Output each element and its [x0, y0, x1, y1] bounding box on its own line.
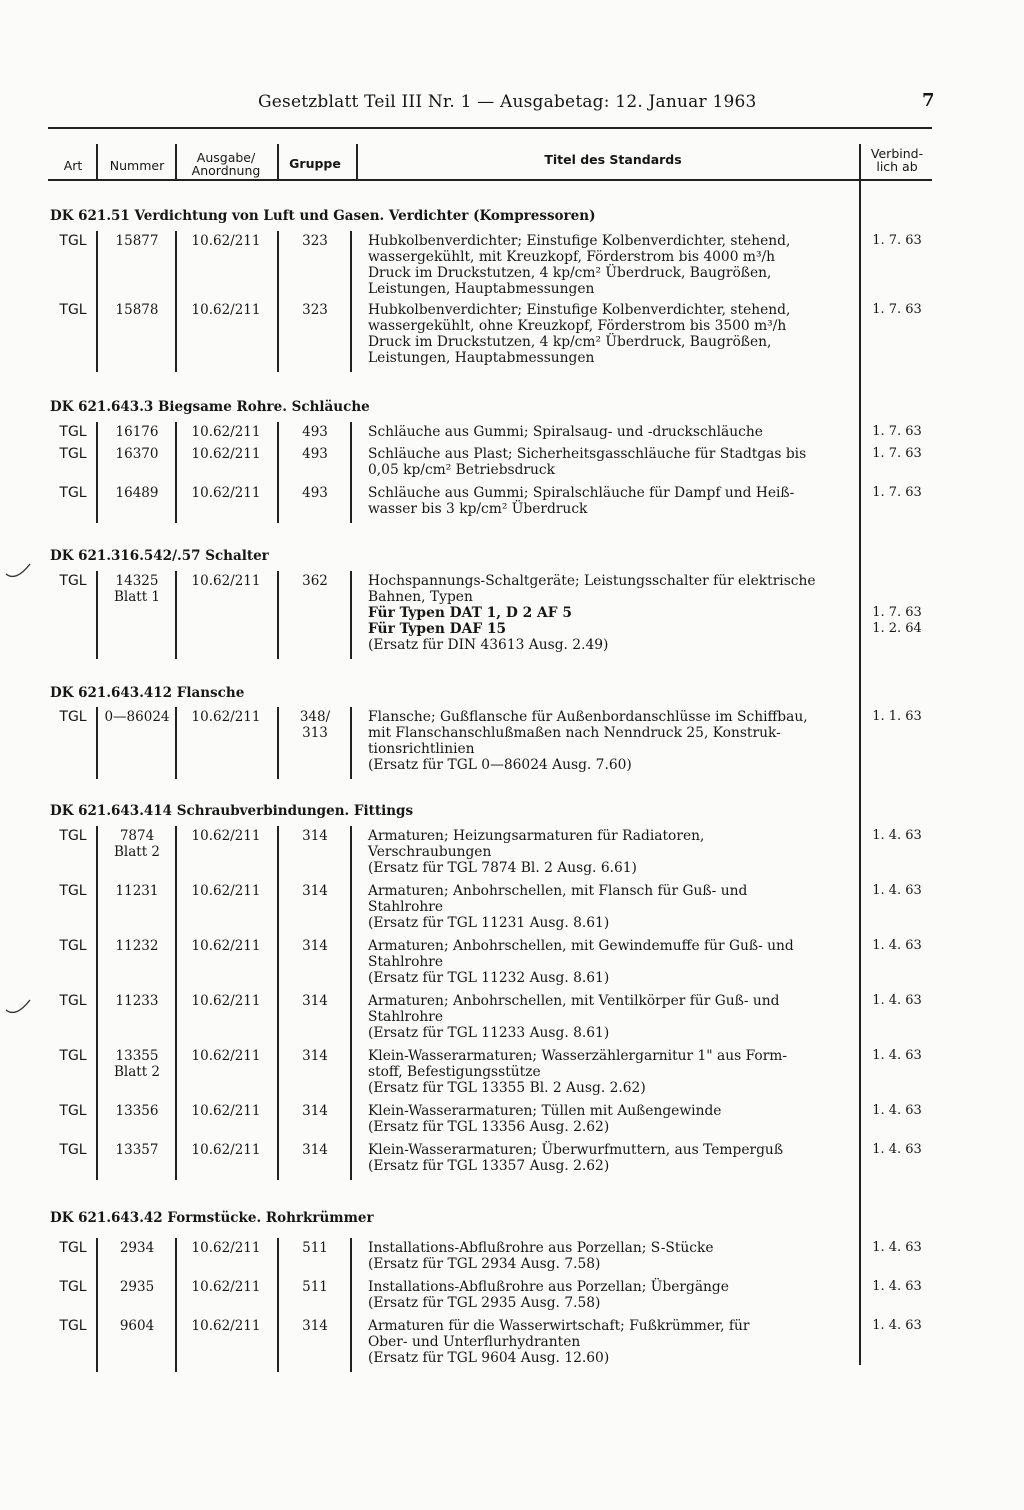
header-rule-bottom: [48, 179, 932, 181]
gruppe-line: 314: [302, 1048, 328, 1064]
title-line: Schläuche aus Plast; Sicherheitsgasschläuche für Stadtgas bis: [368, 446, 807, 462]
standard-title: [368, 828, 858, 876]
ausgabe-cell: 10.62/211: [191, 446, 261, 462]
title-line: (Ersatz für TGL 13357 Ausg. 2.62): [368, 1158, 610, 1174]
verbindlich-line: 1. 2. 64: [872, 621, 922, 636]
section-heading: DK 621.316.542/.57 Schalter: [50, 548, 269, 564]
col-header-verbindlich-line1: Verbind-: [870, 146, 924, 161]
ausgabe-cell: 10.62/211: [191, 1048, 261, 1064]
gruppe-line: 493: [302, 424, 328, 440]
nummer-line: 13357: [115, 1142, 159, 1158]
title-line: Armaturen; Heizungsarmaturen für Radiatoren,: [368, 828, 705, 844]
header-divider: [175, 144, 177, 180]
nummer-line: 16489: [115, 485, 159, 501]
verbindlich-line: 1. 4. 63: [872, 883, 922, 898]
title-line: Für Typen DAT 1, D 2 AF 5: [368, 605, 572, 621]
art-cell: TGL: [59, 302, 87, 318]
title-line: Installations-Abflußrohre aus Porzellan; Übergänge: [368, 1279, 729, 1295]
nummer-cell: [100, 424, 174, 440]
nummer-cell: [100, 485, 174, 501]
verbindlich-line: 1. 1. 63: [872, 709, 922, 724]
nummer-line: Blatt 1: [113, 589, 161, 605]
gruppe-cell: [280, 828, 350, 844]
standard-title: [368, 993, 858, 1041]
header-divider: [96, 144, 98, 180]
verbindlich-line: 1. 4. 63: [872, 1318, 922, 1333]
nummer-line: 2934: [119, 1240, 155, 1256]
nummer-cell: [100, 993, 174, 1009]
ausgabe-cell: 10.62/211: [191, 828, 261, 844]
section-heading: DK 621.643.414 Schraubverbindungen. Fittings: [50, 803, 414, 819]
ausgabe-cell: 10.62/211: [191, 993, 261, 1009]
title-line: stoff, Befestigungsstütze: [368, 1064, 541, 1080]
nummer-cell: [100, 1103, 174, 1119]
gruppe-line: 493: [302, 485, 328, 501]
section-heading: DK 621.51 Verdichtung von Luft und Gasen. Verdichter (Kompressoren): [50, 208, 596, 224]
title-line: Klein-Wasserarmaturen; Wasserzählergarnitur 1" aus Form-: [368, 1048, 788, 1064]
verbindlich-cell: [864, 233, 930, 249]
gruppe-cell: [280, 709, 350, 741]
verbindlich-cell: [864, 302, 930, 318]
verbindlich-line: 1. 4. 63: [872, 938, 922, 953]
col-header-verbindlich: [862, 147, 932, 173]
gruppe-cell: [280, 485, 350, 501]
title-line: (Ersatz für TGL 11232 Ausg. 8.61): [368, 970, 610, 986]
nummer-cell: [100, 709, 174, 725]
verbindlich-cell: [864, 828, 930, 844]
col-header-titel: Titel des Standards: [544, 152, 682, 167]
art-cell: TGL: [59, 993, 87, 1009]
col-header-ausgabe: [178, 151, 274, 177]
col-header-art: Art: [63, 158, 83, 173]
gruppe-line: 348/: [299, 709, 331, 725]
art-cell: TGL: [59, 485, 87, 501]
nummer-line: 11233: [115, 993, 159, 1009]
gruppe-cell: [280, 1279, 350, 1295]
standard-title: [368, 1318, 858, 1366]
gruppe-cell: [280, 1240, 350, 1256]
gruppe-line: 511: [302, 1279, 328, 1295]
column-rule: [96, 571, 98, 659]
standard-title: [368, 938, 858, 986]
verbindlich-cell: [864, 993, 930, 1009]
verbindlich-cell: [864, 883, 930, 899]
gruppe-cell: [280, 1142, 350, 1158]
column-rule: [350, 231, 352, 372]
gruppe-line: 314: [302, 993, 328, 1009]
verbindlich-cell: [864, 446, 930, 462]
verbindlich-line: 1. 4. 63: [872, 993, 922, 1008]
gruppe-line: 511: [302, 1240, 328, 1256]
standard-title: [368, 1142, 858, 1174]
column-rule: [277, 422, 279, 523]
header-divider: [859, 144, 861, 180]
title-line: (Ersatz für TGL 7874 Bl. 2 Ausg. 6.61): [368, 860, 637, 876]
title-line: Druck im Druckstutzen, 4 kp/cm² Überdruck, Baugrößen,: [368, 265, 772, 281]
verbindlich-line: 1. 7. 63: [872, 233, 922, 248]
art-cell: TGL: [59, 1048, 87, 1064]
standard-title: [368, 709, 858, 773]
ausgabe-cell: 10.62/211: [191, 1318, 261, 1334]
standard-title: [368, 1240, 858, 1272]
gruppe-line: 323: [302, 233, 328, 249]
title-line: Stahlrohre: [368, 954, 444, 970]
title-line: 0,05 kp/cm² Betriebsdruck: [368, 462, 556, 478]
verbindlich-cell: [864, 709, 930, 725]
nummer-cell: [100, 302, 174, 318]
title-line: mit Flanschanschlußmaßen nach Nenndruck 25, Konstruk-: [368, 725, 781, 741]
column-rule: [175, 231, 177, 372]
verbindlich-line: 1. 7. 63: [872, 446, 922, 461]
ausgabe-cell: 10.62/211: [191, 1103, 261, 1119]
title-line: (Ersatz für TGL 13355 Bl. 2 Ausg. 2.62): [368, 1080, 646, 1096]
nummer-cell: [100, 828, 174, 860]
title-line: Schläuche aus Gummi; Spiralschläuche für Dampf und Heiß-: [368, 485, 795, 501]
column-rule: [175, 707, 177, 779]
title-line: Bahnen, Typen: [368, 589, 473, 605]
title-line: Hubkolbenverdichter; Einstufige Kolbenverdichter, stehend,: [368, 233, 791, 249]
standard-title: [368, 883, 858, 931]
title-line: (Ersatz für TGL 2935 Ausg. 7.58): [368, 1295, 601, 1311]
ausgabe-cell: 10.62/211: [191, 485, 261, 501]
column-rule: [277, 826, 279, 1180]
title-line: Armaturen für die Wasserwirtschaft; Fußkrümmer, für: [368, 1318, 750, 1334]
verbindlich-line: 1. 7. 63: [872, 424, 922, 439]
gruppe-cell: [280, 938, 350, 954]
verbindlich-line: [864, 573, 930, 589]
verbindlich-line: 1. 7. 63: [872, 605, 922, 620]
nummer-line: Blatt 2: [113, 1064, 161, 1080]
title-line: Armaturen; Anbohrschellen, mit Flansch für Guß- und: [368, 883, 748, 899]
art-cell: TGL: [59, 1318, 87, 1334]
gruppe-cell: [280, 883, 350, 899]
title-line: (Ersatz für TGL 9604 Ausg. 12.60): [368, 1350, 610, 1366]
standard-title: [368, 485, 858, 517]
nummer-line: 7874: [119, 828, 155, 844]
title-line: Hubkolbenverdichter; Einstufige Kolbenverdichter, stehend,: [368, 302, 791, 318]
gruppe-cell: [280, 1103, 350, 1119]
margin-tick-mark: [4, 560, 36, 588]
standard-title: [368, 233, 858, 297]
nummer-cell: [100, 883, 174, 899]
title-line: Stahlrohre: [368, 899, 444, 915]
verbindlich-column-rule: [859, 180, 861, 1365]
art-cell: TGL: [59, 938, 87, 954]
header-rule-top: [48, 127, 932, 129]
col-header-gruppe: Gruppe: [289, 156, 341, 171]
column-rule: [277, 231, 279, 372]
verbindlich-cell: [864, 938, 930, 954]
standard-title: [368, 1279, 858, 1311]
title-line: Schläuche aus Gummi; Spiralsaug- und -druckschläuche: [368, 424, 763, 440]
nummer-line: 16370: [115, 446, 159, 462]
title-line: wassergekühlt, mit Kreuzkopf, Förderstrom bis 4000 m³/h: [368, 249, 776, 265]
title-line: (Ersatz für TGL 2934 Ausg. 7.58): [368, 1256, 601, 1272]
nummer-cell: [100, 1279, 174, 1295]
verbindlich-line: 1. 4. 63: [872, 1048, 922, 1063]
title-line: (Ersatz für TGL 11233 Ausg. 8.61): [368, 1025, 610, 1041]
column-rule: [96, 422, 98, 523]
title-line: Verschraubungen: [368, 844, 492, 860]
ausgabe-cell: 10.62/211: [191, 302, 261, 318]
art-cell: TGL: [59, 828, 87, 844]
gruppe-line: 314: [302, 1103, 328, 1119]
gruppe-line: 314: [302, 1142, 328, 1158]
standard-title: [368, 573, 858, 653]
nummer-cell: [100, 1048, 174, 1080]
verbindlich-cell: [864, 1279, 930, 1295]
verbindlich-line: 1. 4. 63: [872, 1103, 922, 1118]
verbindlich-line: 1. 7. 63: [872, 302, 922, 317]
nummer-line: 2935: [119, 1279, 155, 1295]
verbindlich-cell: [864, 485, 930, 501]
ausgabe-cell: 10.62/211: [191, 573, 261, 589]
art-cell: TGL: [59, 424, 87, 440]
title-line: Für Typen DAF 15: [368, 621, 507, 637]
ausgabe-cell: 10.62/211: [191, 883, 261, 899]
standard-title: [368, 1048, 858, 1096]
gruppe-line: 313: [302, 725, 328, 741]
gruppe-line: 323: [302, 302, 328, 318]
title-line: (Ersatz für TGL 11231 Ausg. 8.61): [368, 915, 610, 931]
gruppe-cell: [280, 573, 350, 589]
nummer-line: 11232: [115, 938, 159, 954]
gruppe-cell: [280, 302, 350, 318]
section-heading: DK 621.643.3 Biegsame Rohre. Schläuche: [50, 399, 370, 415]
verbindlich-line: 1. 4. 63: [872, 1142, 922, 1157]
column-rule: [350, 1238, 352, 1372]
title-line: Klein-Wasserarmaturen; Überwurfmuttern, aus Temperguß: [368, 1142, 784, 1158]
column-rule: [96, 231, 98, 372]
column-rule: [175, 826, 177, 1180]
col-header-nummer: Nummer: [109, 158, 165, 173]
title-line: Ober- und Unterflurhydranten: [368, 1334, 581, 1350]
title-line: Leistungen, Hauptabmessungen: [368, 350, 595, 366]
nummer-line: 13355: [115, 1048, 159, 1064]
verbindlich-line: 1. 7. 63: [872, 485, 922, 500]
col-header-ausgabe-line2: Anordnung: [191, 163, 261, 178]
title-line: Druck im Druckstutzen, 4 kp/cm² Überdruck, Baugrößen,: [368, 334, 772, 350]
nummer-line: 14325: [115, 573, 159, 589]
ausgabe-cell: 10.62/211: [191, 938, 261, 954]
nummer-line: 11231: [115, 883, 159, 899]
gruppe-line: 314: [302, 938, 328, 954]
column-rule: [350, 571, 352, 659]
nummer-cell: [100, 573, 174, 605]
column-rule: [350, 826, 352, 1180]
header-divider: [356, 144, 358, 180]
gruppe-line: 362: [302, 573, 328, 589]
title-line: (Ersatz für TGL 0—86024 Ausg. 7.60): [368, 757, 632, 773]
gruppe-line: 314: [302, 828, 328, 844]
nummer-line: 9604: [119, 1318, 155, 1334]
ausgabe-cell: 10.62/211: [191, 424, 261, 440]
title-line: wassergekühlt, ohne Kreuzkopf, Förderstrom bis 3500 m³/h: [368, 318, 787, 334]
nummer-cell: [100, 1318, 174, 1334]
title-line: Armaturen; Anbohrschellen, mit Ventilkörper für Guß- und: [368, 993, 780, 1009]
gruppe-line: 493: [302, 446, 328, 462]
title-line: (Ersatz für DIN 43613 Ausg. 2.49): [368, 637, 609, 653]
gruppe-cell: [280, 233, 350, 249]
title-line: Klein-Wasserarmaturen; Tüllen mit Außengewinde: [368, 1103, 722, 1119]
nummer-cell: [100, 1142, 174, 1158]
ausgabe-cell: 10.62/211: [191, 1279, 261, 1295]
verbindlich-cell: [864, 1142, 930, 1158]
standard-title: [368, 446, 858, 478]
ausgabe-cell: 10.62/211: [191, 1240, 261, 1256]
title-line: Flansche; Gußflansche für Außenbordanschlüsse im Schiffbau,: [368, 709, 808, 725]
verbindlich-cell: [864, 1240, 930, 1256]
column-rule: [175, 571, 177, 659]
title-line: wasser bis 3 kp/cm² Überdruck: [368, 501, 588, 517]
verbindlich-line: 1. 4. 63: [872, 1240, 922, 1255]
nummer-line: 15877: [115, 233, 159, 249]
title-line: Stahlrohre: [368, 1009, 444, 1025]
verbindlich-line: [864, 589, 930, 605]
art-cell: TGL: [59, 446, 87, 462]
verbindlich-cell: [864, 1318, 930, 1334]
title-line: (Ersatz für TGL 13356 Ausg. 2.62): [368, 1119, 610, 1135]
gruppe-cell: [280, 1048, 350, 1064]
column-rule: [350, 707, 352, 779]
margin-tick-mark: [4, 996, 36, 1024]
title-line: Installations-Abflußrohre aus Porzellan; S-Stücke: [368, 1240, 714, 1256]
page-header-title: Gesetzblatt Teil III Nr. 1 — Ausgabetag: 12. Januar 1963: [258, 92, 757, 112]
verbindlich-line: 1. 4. 63: [872, 828, 922, 843]
art-cell: TGL: [59, 1103, 87, 1119]
nummer-line: Blatt 2: [113, 844, 161, 860]
verbindlich-cell: [864, 424, 930, 440]
standard-title: [368, 424, 858, 440]
verbindlich-cell: [864, 573, 930, 637]
ausgabe-cell: 10.62/211: [191, 233, 261, 249]
header-divider: [277, 144, 279, 180]
ausgabe-cell: 10.62/211: [191, 709, 261, 725]
gruppe-line: 314: [302, 1318, 328, 1334]
column-rule: [96, 1238, 98, 1372]
nummer-line: 0—86024: [104, 709, 170, 725]
title-line: Leistungen, Hauptabmessungen: [368, 281, 595, 297]
nummer-line: 16176: [115, 424, 159, 440]
title-line: Hochspannungs-Schaltgeräte; Leistungsschalter für elektrische: [368, 573, 816, 589]
gruppe-cell: [280, 446, 350, 462]
standard-title: [368, 302, 858, 366]
art-cell: TGL: [59, 573, 87, 589]
ausgabe-cell: 10.62/211: [191, 1142, 261, 1158]
verbindlich-line: 1. 4. 63: [872, 1279, 922, 1294]
verbindlich-cell: [864, 1103, 930, 1119]
gruppe-line: 314: [302, 883, 328, 899]
col-header-verbindlich-line2: lich ab: [876, 159, 918, 174]
art-cell: TGL: [59, 709, 87, 725]
gruppe-cell: [280, 1318, 350, 1334]
verbindlich-cell: [864, 1048, 930, 1064]
art-cell: TGL: [59, 1142, 87, 1158]
column-rule: [277, 571, 279, 659]
page-number: 7: [922, 90, 935, 111]
column-rule: [96, 707, 98, 779]
section-heading: DK 621.643.412 Flansche: [50, 685, 245, 701]
column-rule: [277, 707, 279, 779]
nummer-cell: [100, 446, 174, 462]
nummer-line: 13356: [115, 1103, 159, 1119]
column-rule: [96, 826, 98, 1180]
col-header-ausgabe-line1: Ausgabe/: [196, 150, 256, 165]
nummer-cell: [100, 233, 174, 249]
gruppe-cell: [280, 424, 350, 440]
nummer-line: 15878: [115, 302, 159, 318]
art-cell: TGL: [59, 1240, 87, 1256]
nummer-cell: [100, 938, 174, 954]
title-line: Armaturen; Anbohrschellen, mit Gewindemuffe für Guß- und: [368, 938, 794, 954]
nummer-cell: [100, 1240, 174, 1256]
column-rule: [175, 422, 177, 523]
gruppe-cell: [280, 993, 350, 1009]
art-cell: TGL: [59, 883, 87, 899]
column-rule: [277, 1238, 279, 1372]
standard-title: [368, 1103, 858, 1135]
art-cell: TGL: [59, 233, 87, 249]
title-line: tionsrichtlinien: [368, 741, 475, 757]
section-heading: DK 621.643.42 Formstücke. Rohrkrümmer: [50, 1210, 374, 1226]
art-cell: TGL: [59, 1279, 87, 1295]
column-rule: [350, 422, 352, 523]
column-rule: [175, 1238, 177, 1372]
